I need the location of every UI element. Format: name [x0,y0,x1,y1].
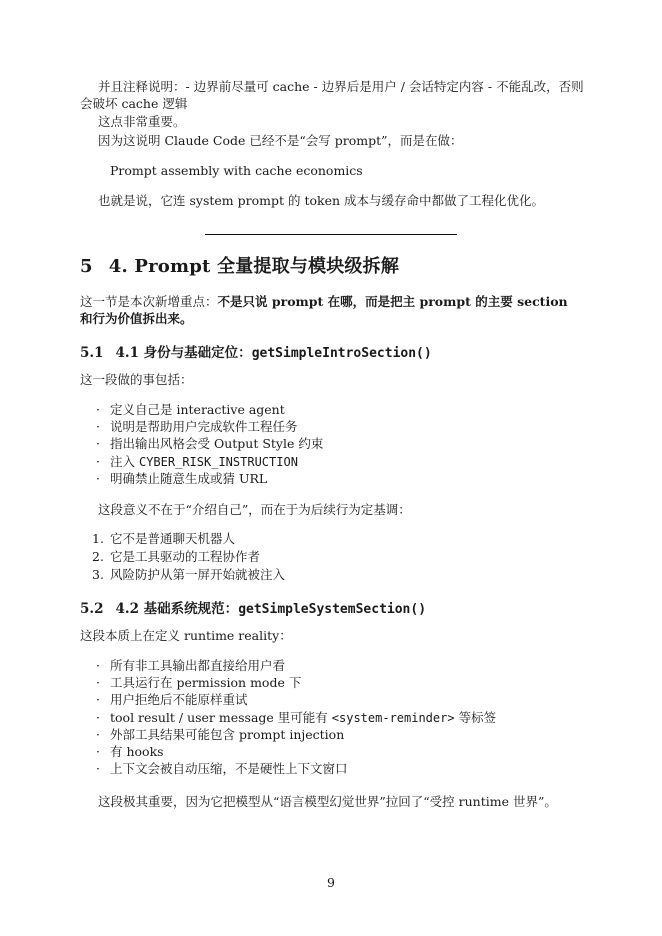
paragraph-token-cost: 也就是说，它连 system prompt 的 token 成本与缓存命中都做了工程化优化。 [98,193,544,208]
paragraph-claude-code: 因为这说明 Claude Code 已经不是“会写 prompt”，而是在做： [98,133,463,148]
page-number: 9 [327,875,335,890]
section-5-1-meaning: 这段意义不在于“介绍自己”，而在于为后续行为定基调： [98,502,411,517]
section-5-2-heading [80,601,426,618]
list-item: 2. 它是工具驱动的工程协作者 [92,549,261,564]
horizontal-rule [205,234,457,235]
section-5-2-closing: 这段极其重要，因为它把模型从“语言模型幻觉世界”拉回了“受控 runtime 世界”。 [98,794,557,809]
list-item: · 外部工具结果可能包含 prompt injection [80,726,584,743]
intro-plain: 这一节是本次新增重点： [80,294,218,309]
section-number: 5.1 [80,345,104,361]
section-5-1-lead: 这一段做的事包括： [80,372,193,387]
bullet-list-5-2 [80,657,584,777]
section-title-code: getSimpleIntroSection() [251,346,432,361]
section-5-2-lead: 这段本质上在定义 runtime reality： [80,628,292,643]
paragraph-important: 这点非常重要。 [98,114,186,129]
list-item: · 说明是帮助用户完成软件工程任务 [80,418,584,435]
list-item: · 定义自己是 interactive agent [80,401,584,418]
section-title: 4. Prompt 全量提取与模块级拆解 [108,256,400,277]
section-title-code: getSimpleSystemSection() [238,602,427,617]
list-item: · 注入 CYBER_RISK_INSTRUCTION [80,453,584,470]
ordered-list-5-1 [80,530,584,584]
bullet-list-5-1 [80,401,584,487]
list-item: · 指出输出风格会受 Output Style 约束 [80,435,584,452]
section-number: 5.2 [80,601,104,617]
section-5-1-heading [80,345,432,362]
list-item: · 有 hooks [80,743,584,760]
list-item: · 用户拒绝后不能原样重试 [80,691,584,708]
list-item: 3. 风险防护从第一屏开始就被注入 [92,567,286,582]
section-5-intro [80,293,584,327]
paragraph-cache-note: 并且注释说明：- 边界前尽量可 cache - 边界后是用户 / 会话特定内容 - 不能乱改，否则会破坏 cache 逻辑 [80,79,584,111]
section-5-heading [80,258,399,275]
list-item: 1. 它不是普通聊天机器人 [92,531,236,546]
list-item: · 所有非工具输出都直接给用户看 [80,657,584,674]
list-item: · 工具运行在 permission mode 下 [80,674,584,691]
list-item: · tool result / user message 里可能有 <system-reminder> 等标签 [80,709,584,726]
intro-bold: 不是只说 prompt 在哪，而是把主 prompt 的主要 section 和行为价值拆出来。 [80,294,568,326]
section-title: 4.1 身份与基础定位： [115,345,252,361]
list-item: · 明确禁止随意生成或猜 URL [80,470,584,487]
section-number: 5 [80,256,93,277]
blockquote: Prompt assembly with cache economics [110,163,363,178]
list-item: · 上下文会被自动压缩，不是硬性上下文窗口 [80,760,584,777]
section-title: 4.2 基础系统规范： [115,601,239,617]
